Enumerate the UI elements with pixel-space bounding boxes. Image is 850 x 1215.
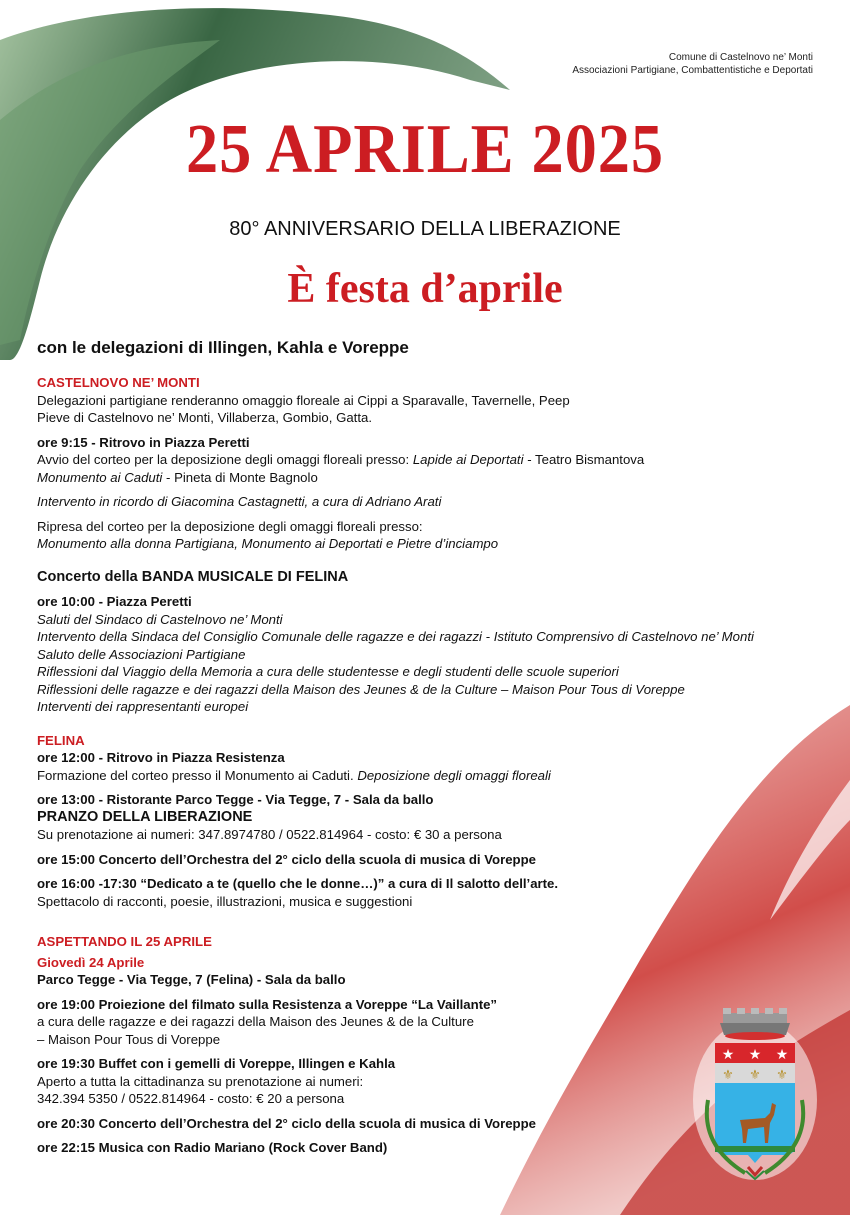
event-915-line-2 [37, 469, 827, 487]
poster-motto: È festa d’aprile [287, 266, 563, 312]
event-1600-text: Spettacolo di racconti, poesie, illustrazioni, musica e suggestioni [37, 893, 413, 909]
svg-text:⚜: ⚜ [776, 1067, 788, 1082]
tribute-line: Intervento in ricordo di Giacomina Castagnetti, a cura di Adriano Arati [37, 494, 442, 509]
text-italic: Deposizione degli omaggi floreali [357, 767, 551, 783]
event-915-line-1 [37, 451, 827, 469]
event-1930-text-1: Aperto a tutta la cittadinanza su prenotazione ai numeri: [37, 1073, 364, 1089]
event-1200-text [37, 767, 827, 785]
event-1900-text-1: a cura delle ragazze e dei ragazzi della Maison des Jeunes & de la Culture [37, 1014, 474, 1029]
resume-line-2: Monumento alla donna Partigiana, Monumento ai Deportati e Pietre d’inciampo [37, 536, 499, 551]
svg-text:★: ★ [721, 1046, 735, 1062]
waiting-date: Giovedì 24 Aprile [37, 954, 145, 970]
svg-text:★: ★ [775, 1046, 789, 1062]
event-1900-text-2: – Maison Pour Tous di Voreppe [37, 1031, 221, 1047]
organizer-municipality: Comune di Castelnovo ne’ Monti [668, 52, 813, 63]
svg-text:⚜: ⚜ [722, 1067, 734, 1082]
event-time-915: ore 9:15 - Ritrovo in Piazza Peretti [37, 434, 250, 450]
castelnovo-intro-1: Delegazioni partigiane renderanno omaggio floreale ai Cippi a Sparavalle, Tavernelle, Peep [37, 392, 570, 408]
event-time-1000: ore 10:00 - Piazza Peretti [37, 594, 192, 609]
section-heading-castelnovo: CASTELNOVO NE’ MONTI [37, 375, 200, 390]
poster-title: 25 APRILE 2025 [185, 111, 665, 188]
concert-item: Saluti del Sindaco di Castelnovo ne’ Monti [37, 611, 283, 627]
resume-line-1: Ripresa del corteo per la deposizione degli omaggi floreali presso: [37, 518, 423, 534]
text: - Pineta di Monte Bagnolo [162, 469, 318, 485]
event-1930-text-2: 342.394 5350 / 0522.814964 - costo: € 20 a persona [37, 1091, 345, 1106]
concert-item: Riflessioni delle ragazze e dei ragazzi della Maison des Jeunes & de la Culture – Maison Pour Tous di Voreppe [37, 681, 685, 697]
concert-item: Intervento della Sindaca del Consiglio Comunale delle ragazze e dei ragazzi - Istituto Comprensivo di Castelnovo ne’ Monti [37, 629, 754, 644]
lunch-title: PRANZO DELLA LIBERAZIONE [37, 808, 253, 825]
event-2030: ore 20:30 Concerto dell’Orchestra del 2° ciclo della scuola di musica di Voreppe [37, 1115, 536, 1131]
event-time-1300: ore 13:00 - Ristorante Parco Tegge - Via Tegge, 7 - Sala da ballo [37, 792, 434, 807]
text: Avvio del corteo per la deposizione degli omaggi floreali presso: [37, 452, 413, 467]
waiting-venue: Parco Tegge - Via Tegge, 7 (Felina) - Sala da ballo [37, 972, 346, 987]
text: Formazione del corteo presso il Monumento ai Caduti. [37, 767, 358, 783]
svg-text:★: ★ [748, 1046, 762, 1062]
shield-icon [715, 1043, 795, 1163]
text-italic: Lapide ai Deportati [412, 452, 524, 467]
svg-text:⚜: ⚜ [749, 1067, 761, 1082]
event-time-1200: ore 12:00 - Ritrovo in Piazza Resistenza [37, 750, 285, 765]
organizer-associations: Associazioni Partigiane, Combattentistiche e Deportati [572, 65, 813, 76]
section-heading-felina: FELINA [37, 732, 85, 748]
section-heading-waiting: ASPETTANDO IL 25 APRILE [37, 934, 212, 949]
text: - Teatro Bismantova [523, 452, 645, 467]
delegations-line: con le delegazioni di Illingen, Kahla e Voreppe [37, 338, 409, 357]
event-1930: ore 19:30 Buffet con i gemelli di Voreppe, Illingen e Kahla [37, 1056, 396, 1071]
poster-subtitle: 80° ANNIVERSARIO DELLA LIBERAZIONE [229, 218, 621, 240]
lunch-booking: Su prenotazione ai numeri: 347.8974780 / 0522.814964 - costo: € 30 a persona [37, 827, 502, 842]
section-heading-concert: Concerto della BANDA MUSICALE DI FELINA [37, 568, 349, 585]
event-1600: ore 16:00 -17:30 “Dedicato a te (quello che le donne…)” a cura di Il salotto dell’arte. [37, 876, 559, 891]
coat-of-arms-icon [690, 1005, 820, 1185]
text-italic: Monumento ai Caduti [37, 469, 163, 485]
crown-icon [720, 1008, 790, 1040]
event-2215: ore 22:15 Musica con Radio Mariano (Rock Cover Band) [37, 1140, 388, 1155]
organizer-block [572, 51, 813, 77]
concert-item: Saluto delle Associazioni Partigiane [37, 646, 246, 662]
event-1500: ore 15:00 Concerto dell’Orchestra del 2° ciclo della scuola di musica di Voreppe [37, 851, 536, 867]
event-1900: ore 19:00 Proiezione del filmato sulla Resistenza a Voreppe “La Vaillante” [37, 996, 498, 1012]
concert-item: Interventi dei rappresentanti europei [37, 699, 249, 714]
castelnovo-intro-2: Pieve di Castelnovo ne’ Monti, Villaberza, Gombio, Gatta. [37, 410, 372, 425]
concert-item: Riflessioni dal Viaggio della Memoria a cura delle studentesse e degli studenti delle scuole superiori [37, 664, 619, 679]
